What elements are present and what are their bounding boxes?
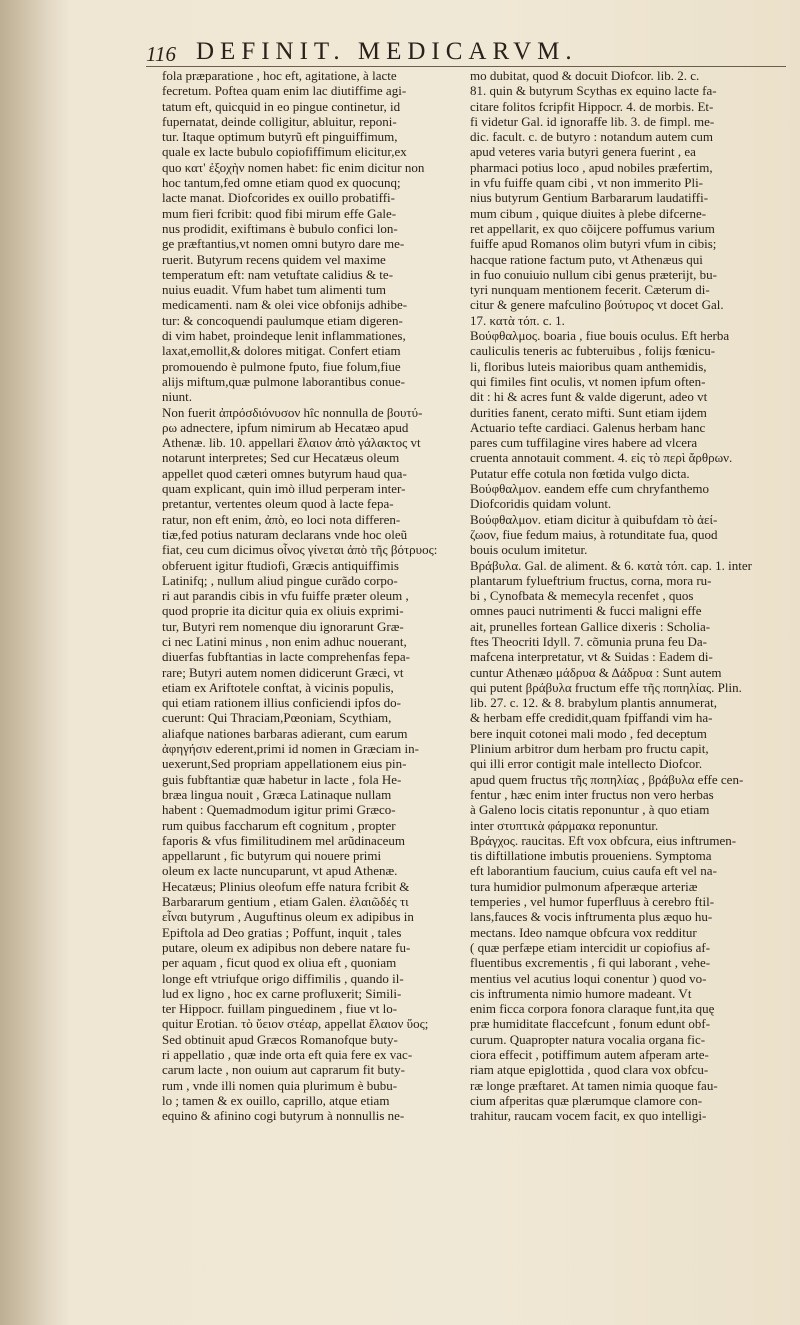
text-line: » carum lacte , non ouium aut caprarum fit buty- [162,1062,474,1077]
text-line: temperatum eft: nam vetuftate calidius & te- [162,266,394,282]
text-line: promouendo è pulmone fputo, fiue folum,fiue [162,358,401,374]
right-column [470,68,782,1193]
text-line: » obferuent igitur ftudiofi, Græcis antiquiffimis [162,558,474,573]
text-line: » uexerunt,Sed propriam appellationem eius pin- [162,756,474,771]
text-line: ret appellarit, ex quo cõijcere poffumus varium « [470,221,782,236]
text-line: » fiat, ceu cum dicimus οἶνος γίνεται ἀπὸ τῆς βότρυος: [162,542,474,557]
text-line: lacte manat. Diofcorides ex ouillo probatiffi- [162,190,395,206]
left-column [162,68,474,1193]
text-line: li, floribus luteis maioribus quam anthemidis, [470,358,707,374]
text-line: » quitur Erotian. τὸ ὕειον στέαρ, appellat ἔλαιον ὕος; [162,1016,474,1031]
text-line: mo dubitat, quod & docuit Diofcor. lib. 2. c. « [470,68,782,83]
text-line: trahitur, raucam vocem facit, ex quo intelligi- [470,1108,707,1124]
text-line: » Athenæ. lib. 10. appellari ἔλαιον ἀπὸ γάλακτος vt [162,435,474,450]
text-line: » ri aut parandis cibis in vfu fuiffe præter oleum , [162,588,474,603]
text-line: Βράβυλα. Gal. de aliment. & 6. κατὰ τόπ. cap. 1. inter « [470,558,782,573]
text-line: fupernatat, deinde colligitur, abluitur, reponi- [162,113,397,129]
text-line: » per aquam , ficut quod ex oliua eft , quoniam [162,955,474,970]
text-line: curum. Quapropter natura vocalia organa fic- [470,1031,706,1047]
text-line: cauliculis teneris ac fubteruibus , folijs fœnicu- [470,343,716,359]
text-line: » ri appellatio , quæ inde orta eft quia fere ex vac- [162,1047,474,1062]
text-line: » etiam ex Ariftotele conftat, à vicinis populis, [162,680,474,695]
text-line: » notarunt interpretes; Sed cur Hecatæus oleum [162,450,474,465]
text-line: lib. 27. c. 12. & 8. brabylum plantis annumerat, « [470,695,782,710]
text-line: mum fieri fcribit: quod fibi mirum effe Gale- [162,205,397,221]
text-line: Βούφθαλμος. boaria , fiue bouis oculus. Eft herba [470,328,730,344]
text-line: » rum quibus faccharum eft cognitum , propter [162,818,474,833]
text-line: » oleum ex lacte nuncuparunt, vt apud Athenæ. [162,863,474,878]
page-header [146,38,786,68]
text-line: fuiffe apud Romanos olim butyri vfum in cibis; « [470,236,782,251]
text-line: » lud ex ligno , hoc ex carne profluxerit; Simili- [162,986,474,1001]
text-line: apud quem fructus τῆς ποπηλίας , βράβυλα effe cen- « [470,772,782,787]
text-line: mentius vel acutius loqui conentur ) quod vo- [470,970,707,986]
text-line: cruenta annotauit comment. 4. εἰς τὸ περὶ ἄρθρων. [470,450,733,466]
text-line: tur. Itaque optimum butyrũ eft pinguiffimum, [162,129,398,145]
text-line: qui illi error contigit male intellecto Diofcor. « [470,756,782,771]
text-line: » rare; Butyri autem nomen didicerunt Græci, vt [162,665,474,680]
text-line: » longe eft vtriufque origo diffimilis , quando il- [162,971,474,986]
binding-shadow [0,0,70,1325]
text-line: laxat,emollit,& dolores mitigat. Confert etiam [162,343,401,359]
text-line: » bræa lingua nouit , Græca Latinaque nullam [162,787,474,802]
text-line: » ter Hippocr. fuillam pinguedinem , fiue vt lo- [162,1001,474,1016]
text-line: » Barbararum gentium , etiam Galen. ἐλαιῶδές τι [162,894,474,909]
text-line: lans,fauces & vocis inftrumenta plus æquo hu- [470,909,713,925]
text-line: 81. quin & butyrum Scythas ex equino lacte fa- « [470,83,782,98]
text-line: citare folitos fcripfit Hippocr. 4. de morbis. Et- « [470,99,782,114]
text-line: » tur, Butyri rem nomenque diu ignorarunt Græ- [162,619,474,634]
text-line: ruerit. Butyrum recens quidem vel maxime [162,251,386,267]
text-line: tyri nunquam mentionem fecerit. Cæterum di- « [470,282,782,297]
text-line: quo κατ' ἐξοχὴν nomen habet: fic enim dicitur non [162,159,425,175]
text-line: plantarum fylueftrium fructus, corna, mora ru- « [470,573,782,588]
text-line: bouis oculum imitetur. [470,542,588,558]
text-line: ræ longe præftaret. At tamen nimia quoque fau- [470,1077,718,1093]
text-line: cis inftrumenta nimio humore madeant. Vt [470,985,692,1001]
text-line: fecretum. Poftea quam enim lac diutiffime agi- [162,83,407,99]
header-rule [146,66,786,67]
text-line: & herbam effe credidit,quam fpiffandi vim ha- « [470,710,782,725]
text-line: » faporis & vfus fimilitudinem mel arũdinaceum [162,833,474,848]
text-line: pharmaci potius loco , apud nobiles præfertim, « [470,160,782,175]
text-line: » quod proprie ita dicitur quia ex oliuis exprimi- [162,603,474,618]
text-line: mafcena interpretatur, vt & Suidas : Eadem di- « [470,649,782,664]
text-line: » aliafque nationes barbaras adierant, cum earum [162,726,474,741]
text-line: tur: & concoquendi paulumque etiam digeren- [162,312,403,328]
text-line: » ἀφηγήσιν ederent,primi id nomen in Græciam in- [162,741,474,756]
text-line: » ci nec Latini minus , non enim adhuc nouerant, [162,634,474,649]
text-line: Putatur effe cotula non fœtida vulgo dicta. [470,465,690,481]
text-line: pares cum tuffilagine vires habere ad vlcera [470,435,698,451]
text-line: Βράγχος. raucitas. Eft vox obfcura, eius inftrumen- [470,832,737,848]
text-line: » ρω adnectere, ipfum nimirum ab Hecatæo apud [162,420,474,435]
text-line: » qui etiam rationem illius conficiendi ipfos do- [162,695,474,710]
text-line: citur & genere mafculino βούτυρος vt docet Gal. « [470,297,782,312]
text-line: » guis fubftantiæ quæ habetur in lacte , fola He- [162,772,474,787]
text-line: cium afperitas quæ plærumque clamore con- [470,1092,703,1108]
text-line: nus prodidit, exiftimans è bubulo confici lon- [162,220,398,236]
text-line: 17. κατὰ τόπ. c. 1. « [470,313,782,328]
text-line: alijs miftum,quæ pulmone laborantibus conue- [162,373,405,389]
text-line: niunt. [162,389,192,405]
text-line: » pretantur, vertentes oleum quod à lacte fepa- [162,496,474,511]
text-line: » quam explicant, quin imò illud perperam inter- [162,481,474,496]
text-line: apud veteres varia butyri genera fuerint , ea « [470,144,782,159]
text-line: tatum eft, quicquid in eo pingue continetur, id [162,98,401,114]
page-number: 116 [146,42,176,66]
text-line: » Hecatæus; Plinius oleofum effe natura fcribit & [162,879,474,894]
text-line: » cuerunt: Qui Thraciam,Pœoniam, Scythiam, [162,710,474,725]
text-line: » Sed obtinuit apud Græcos Romanofque buty- [162,1032,474,1047]
text-line: mum cibum , quique diuites à plebe difcerne- « [470,206,782,221]
text-line: Actuario tefte cardiaci. Galenus herbam hanc [470,419,706,435]
text-line: » appellarunt , fic butyrum qui nouere primi [162,848,474,863]
text-line: tis diftillatione imbutis proueniens. Symptoma [470,848,712,864]
text-line: » Epiftola ad Deo gratias ; Poffunt, inquit , tales [162,925,474,940]
text-line: ait, prunelles fortean Gallice dixeris : Scholia- « [470,619,782,634]
text-line: fentur , hæc enim inter fructus non vero herbas « [470,787,782,802]
text-line: temperies , vel humor fuperfluus à cerebro ftil- [470,894,715,910]
text-line: » putare, oleum ex adipibus non debere natare fu- [162,940,474,955]
text-line: bi , Cynofbata & memecyla recenfet , quos « [470,588,782,603]
text-line: Βούφθαλμον. eandem effe cum chryfanthemo [470,481,710,497]
text-line: fluentibus excrementis , fi qui laborant , vehe- [470,955,711,971]
text-line: » appellet quod cæteri omnes butyrum haud qua- [162,466,474,481]
text-line: riam atque epiglottida , quod clara vox obfcu- [470,1062,709,1078]
text-line: » tiæ,fed potius naturam declarans vnde hoc oleũ [162,527,474,542]
text-line: quale ex lacte bubulo copiofiffimum elicitur,ex [162,144,407,160]
text-line: medicamenti. nam & olei vice obfonijs adhibe- [162,297,408,313]
text-line: in vfu fuiffe quam cibi , vt non immerito Pli- « [470,175,782,190]
text-line: » εἶναι butyrum , Auguftinus oleum ex adipibus in [162,909,474,924]
text-line: fola præparatione , hoc eft, agitatione, à lacte [162,68,397,83]
text-line: ftes Theocriti Idyll. 7. cõmunia pruna feu Da- « [470,634,782,649]
text-line: » Latinifq; , nullum aliud pingue curãdo corpo- [162,573,474,588]
running-title: DEFINIT. MEDICARVM. [196,38,578,65]
text-line: hacque ratione factum puto, vt Athenæus qui « [470,252,782,267]
text-line: » diuerfas fubftantias in lacte comprehenfas fepa- [162,649,474,664]
text-line: bere inquit cotonei mali modo , fed deceptum « [470,726,782,741]
text-line: » ratur, non eft enim, ἀπὸ, eo loci nota differen- [162,512,474,527]
text-line: nius butyrum Gentium Barbararum laudatiffi- « [470,190,782,205]
text-line: eft laborantium faucium, cuius caufa eft vel na- [470,863,717,879]
text-line: » rum , vnde illi nomen quia plurimum è bubu- [162,1078,474,1093]
text-line: tura humidior pulmonum afperæque arteriæ [470,878,698,894]
text-line: enim ficca corpora fonora claraque funt,ita quę [470,1001,715,1017]
text-line: præ humiditate flaccefcunt , fonum edunt obf- [470,1016,711,1032]
text-line: ( quæ perfæpe etiam intercidit ur copiofius af- [470,939,711,955]
text-line: ciora effecit , potiffimum autem afperam arte- [470,1047,709,1062]
text-line: di vim habet, proindeque lenit inflammationes, [162,328,406,344]
text-line: à Galeno locis citatis reponuntur , à quo etiam « [470,802,782,817]
text-line: dic. facult. c. de butyro : notandum autem cum « [470,129,782,144]
text-line: qui fimiles fint oculis, vt nomen ipfum often- [470,373,706,389]
text-line: Plinium arbitror dum herbam pro fructu capit, « [470,741,782,756]
text-line: inter στυπτικὰ φάρμακα reponuntur. « [470,818,782,833]
text-line: » habent : Quemadmodum igitur primi Græco- [162,802,474,817]
text-line: mectans. Ideo namque obfcura vox redditur [470,924,697,940]
text-line: ζωον, fiue fedum maius, à rotunditate fua, quod [470,526,718,542]
text-line: fi videtur Gal. id ignoraffe lib. 3. de fimpl. me- « [470,114,782,129]
text-line: omnes pauci nutrimenti & fucci maligni effe « [470,603,782,618]
text-line: cuntur Athenæo μάδρυα & Δάδρυα : Sunt autem « [470,665,782,680]
text-line: Βούφθαλμον. etiam dicitur à quibufdam τὸ ἀεί- [470,511,718,527]
text-line: » lo ; tamen & ex ouillo, caprillo, atque etiam [162,1093,474,1108]
text-line: durities fanent, cerato mifti. Sunt etiam ijdem [470,404,707,420]
text-line: hoc tantum,fed omne etiam quod ex quocunq; [162,175,401,191]
text-line: » Non fuerit ἀπρόσδιόνυσον hîc nonnulla de βουτύ- [162,405,474,420]
text-line: nuius euadit. Vfum habet tum alimenti tum [162,282,386,298]
text-line: dit : hi & acres funt & valde digerunt, adeo vt [470,389,708,405]
text-line: ge præftantius,vt nomen omni butyro dare me- [162,236,405,252]
text-line: » equino & afinino cogi butyrum à nonnullis ne- [162,1108,474,1123]
text-line: qui putent βράβυλα fructum effe τῆς ποπηλίας. Plin. « [470,680,782,695]
text-line: Diofcoridis quidam volunt. [470,496,612,512]
text-line: in fuo conuiuio nullum cibi genus præterijt, bu- « [470,267,782,282]
